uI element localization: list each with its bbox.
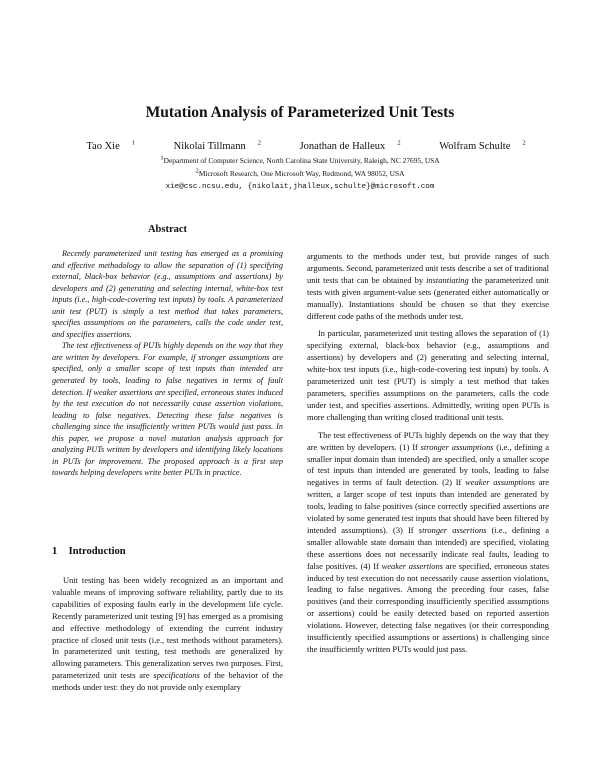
- affiliation: $^1$Department of Computer Science, North Carolina State University, Raleigh, NC 27695, USA: [160, 154, 440, 165]
- paragraph: In particular, parameterized unit testing allows the separation of (1) specifying external, black-box behavior (e.g., assumptions and assertions) by developers and (2) generating and selecting internal, white-box test inputs (i.e., high-code-covering test inputs) by tools. A parameterized unit test (PUT) is simply a test method that takes parameters, specifies assumptions on the parameters, calls the code under test, and specifies assertions. Admittedly, writing open PUTs is more challenging than writing closed traditional unit tests.: [307, 328, 549, 422]
- paragraph: The test effectiveness of PUTs highly depends on the way that they are written by developers. (1) If stronger assumptions (i.e., defining a smaller input domain than intended) are specified, only a smaller scope of test inputs than intended are generated by tools, leading to false negatives in terms of fault detection. (2) If weaker assumptions are written, a larger scope of test inputs than intended are generated by tools, leading to false positives (since correctly specified assertions are violated by some generated test inputs that should have been filtered by intended assumptions). (3) If stronger assertions (i.e., defining a smaller allowable state domain than intended) are specified, violating these assertions does not necessarily indicate real faults, leading to false positives. (4) If weaker assertions are specified, erroneous states induced by test execution do not necessarily cause assertion violations, leading to false negatives. Among the preceding four cases, false positives (and their corresponding insufficiently specified assumptions or assertions) could be easily detected based on reported assertion violations. However, detecting false negatives (or their corresponding insufficiently specified assumptions or assertions) is challenging since the insufficiently written PUTs would just pass.: [307, 429, 550, 654]
- author-list: [0, 141, 600, 152]
- author: Tao Xie $^1$: [86, 139, 136, 152]
- abstract-body: [52, 248, 283, 479]
- paragraph: Unit testing has been widely recognized as an important and valuable means of improving software reliability, partly due to its capabilities of exposing faults early in the development life cycle. Recently parameterized unit testing [9] has emerged as a promising and effective methodology of extending the current industry practice of closed unit tests (i.e., test methods without parameters). In parameterized unit testing, test methods are generalized by allowing parameters. This generalization serves two purposes. First, parameterized unit tests are specifications of the behavior of the methods under test: they do not provide only exemplary: [52, 575, 283, 693]
- abstract-paragraph: The test effectiveness of PUTs highly depends on the way that they are written by developers. For example, if stronger assumptions are specified, only a smaller scope of test inputs than intended are generated by tools, leading to false negatives in terms of fault detection. If weaker assertions are specified, erroneous states induced by the test execution do not necessarily cause assertion violations, leading to false negatives. Detecting these false negatives is challenging since the insufficiently written PUTs would just pass. In this paper, we propose a novel mutation analysis approach for analyzing PUTs written by developers and identifying likely locations in PUTs for improvement. The proposed approach is a first step towards helping developers write better PUTs in practice.: [52, 341, 283, 478]
- affiliation: $^2$Microsoft Research, One Microsoft Way, Redmond, WA 98052, USA: [195, 167, 405, 178]
- paragraph: arguments to the methods under test, but provide ranges of such arguments. Second, parameterized unit tests describe a set of traditional unit tests that can be obtained by instantiating the parameterized unit tests with given argument-value sets (generated either automatically or manually). Instantiations should be chosen so that they exercise different code paths of the methods under test.: [307, 251, 549, 321]
- section-heading: 1 Introduction: [52, 546, 126, 557]
- abstract-paragraph: Recently parameterized unit testing has emerged as a promising and effective methodology to allow the separation of (1) specifying external, black-box behavior (e.g., assumptions and assertions) by developers and (2) generating and selecting internal, white-box test inputs (i.e., high-code-covering test inputs) by tools. A parameterized unit test (PUT) is simply a test method that takes parameters, specifies assumptions on the parameters, calls the code under test, and specifies assertions.: [52, 249, 283, 339]
- author: Wolfram Schulte $^2$: [439, 139, 526, 152]
- paper-title: Mutation Analysis of Parameterized Unit Tests: [145, 104, 455, 121]
- intro-body: [52, 575, 283, 694]
- author: Nikolai Tillmann $^2$: [173, 139, 261, 152]
- abstract-heading: Abstract: [147, 224, 188, 235]
- author-emails: xie@csc.ncsu.edu, {nikolait,jhalleux,schulte}@microsoft.com: [165, 183, 435, 191]
- right-column: [307, 251, 549, 656]
- author: Jonathan de Halleux $^2$: [299, 139, 401, 152]
